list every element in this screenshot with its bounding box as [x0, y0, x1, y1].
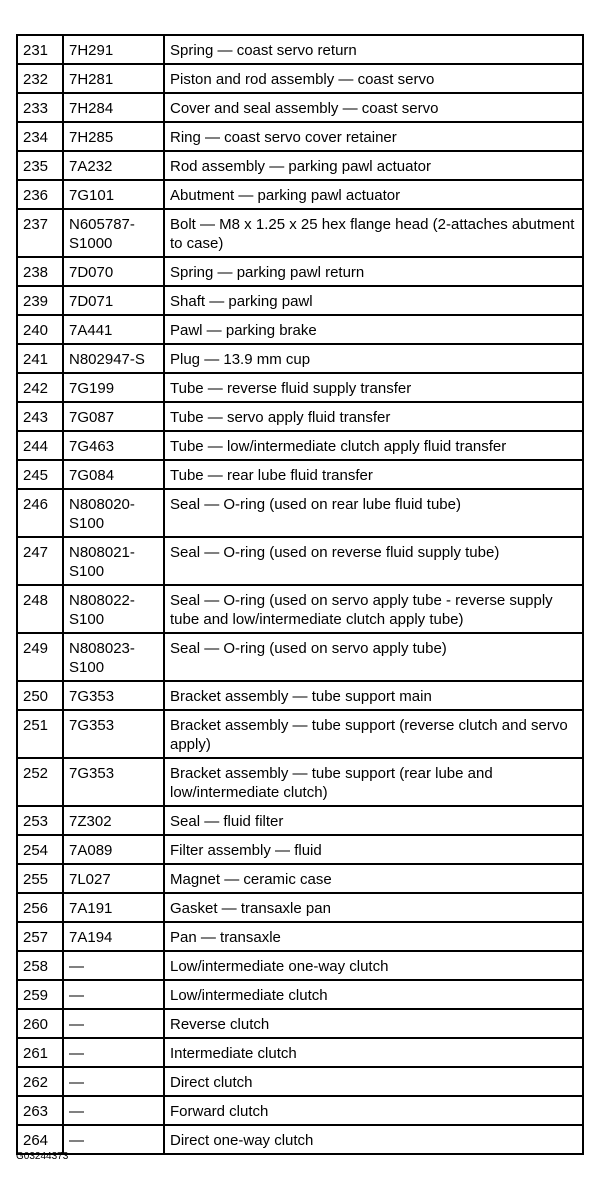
item-number-cell: 255 [17, 864, 63, 893]
table-row [17, 344, 583, 373]
item-number-cell: 256 [17, 893, 63, 922]
item-number-cell: 264 [17, 1125, 63, 1154]
table-row [17, 922, 583, 951]
part-number-cell: N808022-S100 [63, 585, 164, 633]
description-cell: Gasket — transaxle pan [164, 893, 583, 922]
table-row [17, 758, 583, 806]
part-number-cell: — [63, 951, 164, 980]
item-number-cell: 244 [17, 431, 63, 460]
item-number-cell: 250 [17, 681, 63, 710]
part-number-cell: N808023-S100 [63, 633, 164, 681]
table-row [17, 835, 583, 864]
table-row [17, 460, 583, 489]
description-cell: Tube — low/intermediate clutch apply fluid transfer [164, 431, 583, 460]
description-cell: Seal — O-ring (used on reverse fluid supply tube) [164, 537, 583, 585]
item-number-cell: 260 [17, 1009, 63, 1038]
description-cell: Abutment — parking pawl actuator [164, 180, 583, 209]
table-row [17, 980, 583, 1009]
item-number-cell: 252 [17, 758, 63, 806]
part-number-cell: 7G087 [63, 402, 164, 431]
description-cell: Seal — fluid filter [164, 806, 583, 835]
table-row [17, 537, 583, 585]
part-number-cell: 7Z302 [63, 806, 164, 835]
description-cell: Spring — coast servo return [164, 35, 583, 64]
table-row [17, 122, 583, 151]
item-number-cell: 245 [17, 460, 63, 489]
part-number-cell: 7A191 [63, 893, 164, 922]
table-row [17, 35, 583, 64]
table-row [17, 315, 583, 344]
description-cell: Bracket assembly — tube support (rear lube and low/intermediate clutch) [164, 758, 583, 806]
description-cell: Intermediate clutch [164, 1038, 583, 1067]
description-cell: Tube — servo apply fluid transfer [164, 402, 583, 431]
description-cell: Spring — parking pawl return [164, 257, 583, 286]
item-number-cell: 247 [17, 537, 63, 585]
description-cell: Cover and seal assembly — coast servo [164, 93, 583, 122]
item-number-cell: 263 [17, 1096, 63, 1125]
description-cell: Forward clutch [164, 1096, 583, 1125]
item-number-cell: 259 [17, 980, 63, 1009]
part-number-cell: 7D071 [63, 286, 164, 315]
description-cell: Reverse clutch [164, 1009, 583, 1038]
table-row [17, 151, 583, 180]
table-row [17, 489, 583, 537]
description-cell: Seal — O-ring (used on servo apply tube - reverse supply tube and low/intermediate clutch apply tube) [164, 585, 583, 633]
part-number-cell: 7G463 [63, 431, 164, 460]
table-row [17, 373, 583, 402]
table-row [17, 286, 583, 315]
item-number-cell: 231 [17, 35, 63, 64]
part-number-cell: N808021-S100 [63, 537, 164, 585]
description-cell: Rod assembly — parking pawl actuator [164, 151, 583, 180]
part-number-cell: — [63, 1038, 164, 1067]
part-number-cell: 7H291 [63, 35, 164, 64]
part-number-cell: N808020-S100 [63, 489, 164, 537]
table-row [17, 585, 583, 633]
description-cell: Bracket assembly — tube support main [164, 681, 583, 710]
table-row [17, 893, 583, 922]
description-cell: Ring — coast servo cover retainer [164, 122, 583, 151]
description-cell: Filter assembly — fluid [164, 835, 583, 864]
description-cell: Magnet — ceramic case [164, 864, 583, 893]
part-number-cell: N802947-S [63, 344, 164, 373]
table-row [17, 402, 583, 431]
table-row [17, 710, 583, 758]
item-number-cell: 239 [17, 286, 63, 315]
part-number-cell: N605787-S1000 [63, 209, 164, 257]
part-number-cell: — [63, 1009, 164, 1038]
part-number-cell: 7D070 [63, 257, 164, 286]
table-row [17, 1067, 583, 1096]
item-number-cell: 242 [17, 373, 63, 402]
table-row [17, 633, 583, 681]
part-number-cell: — [63, 1125, 164, 1154]
part-number-cell: 7A232 [63, 151, 164, 180]
item-number-cell: 232 [17, 64, 63, 93]
description-cell: Pan — transaxle [164, 922, 583, 951]
table-row [17, 209, 583, 257]
part-number-cell: — [63, 1096, 164, 1125]
table-row [17, 1009, 583, 1038]
part-number-cell: 7A194 [63, 922, 164, 951]
description-cell: Direct one-way clutch [164, 1125, 583, 1154]
description-cell: Low/intermediate clutch [164, 980, 583, 1009]
item-number-cell: 236 [17, 180, 63, 209]
item-number-cell: 253 [17, 806, 63, 835]
part-number-cell: 7G353 [63, 758, 164, 806]
figure-id: G03244373 [16, 1151, 69, 1162]
item-number-cell: 233 [17, 93, 63, 122]
description-cell: Direct clutch [164, 1067, 583, 1096]
part-number-cell: 7G084 [63, 460, 164, 489]
description-cell: Seal — O-ring (used on servo apply tube) [164, 633, 583, 681]
item-number-cell: 237 [17, 209, 63, 257]
item-number-cell: 243 [17, 402, 63, 431]
description-cell: Bracket assembly — tube support (reverse clutch and servo apply) [164, 710, 583, 758]
table-row [17, 1125, 583, 1154]
description-cell: Seal — O-ring (used on rear lube fluid tube) [164, 489, 583, 537]
item-number-cell: 258 [17, 951, 63, 980]
item-number-cell: 251 [17, 710, 63, 758]
part-number-cell: 7H284 [63, 93, 164, 122]
description-cell: Tube — reverse fluid supply transfer [164, 373, 583, 402]
description-cell: Bolt — M8 x 1.25 x 25 hex flange head (2-attaches abutment to case) [164, 209, 583, 257]
item-number-cell: 249 [17, 633, 63, 681]
table-row [17, 180, 583, 209]
description-cell: Shaft — parking pawl [164, 286, 583, 315]
part-number-cell: — [63, 980, 164, 1009]
item-number-cell: 235 [17, 151, 63, 180]
item-number-cell: 240 [17, 315, 63, 344]
table-row [17, 64, 583, 93]
item-number-cell: 254 [17, 835, 63, 864]
table-row [17, 257, 583, 286]
item-number-cell: 241 [17, 344, 63, 373]
item-number-cell: 234 [17, 122, 63, 151]
item-number-cell: 262 [17, 1067, 63, 1096]
item-number-cell: 248 [17, 585, 63, 633]
item-number-cell: 246 [17, 489, 63, 537]
table-row [17, 806, 583, 835]
table-row [17, 1096, 583, 1125]
part-number-cell: 7G101 [63, 180, 164, 209]
description-cell: Pawl — parking brake [164, 315, 583, 344]
part-number-cell: 7G199 [63, 373, 164, 402]
table-row [17, 864, 583, 893]
part-number-cell: — [63, 1067, 164, 1096]
description-cell: Piston and rod assembly — coast servo [164, 64, 583, 93]
description-cell: Tube — rear lube fluid transfer [164, 460, 583, 489]
table-row [17, 1038, 583, 1067]
parts-table [16, 34, 584, 1155]
part-number-cell: 7L027 [63, 864, 164, 893]
part-number-cell: 7G353 [63, 681, 164, 710]
item-number-cell: 238 [17, 257, 63, 286]
part-number-cell: 7A089 [63, 835, 164, 864]
table-row [17, 681, 583, 710]
part-number-cell: 7H285 [63, 122, 164, 151]
description-cell: Plug — 13.9 mm cup [164, 344, 583, 373]
description-cell: Low/intermediate one-way clutch [164, 951, 583, 980]
part-number-cell: 7H281 [63, 64, 164, 93]
part-number-cell: 7G353 [63, 710, 164, 758]
item-number-cell: 257 [17, 922, 63, 951]
parts-table-body [17, 35, 583, 1154]
item-number-cell: 261 [17, 1038, 63, 1067]
table-row [17, 951, 583, 980]
table-row [17, 431, 583, 460]
table-row [17, 93, 583, 122]
part-number-cell: 7A441 [63, 315, 164, 344]
